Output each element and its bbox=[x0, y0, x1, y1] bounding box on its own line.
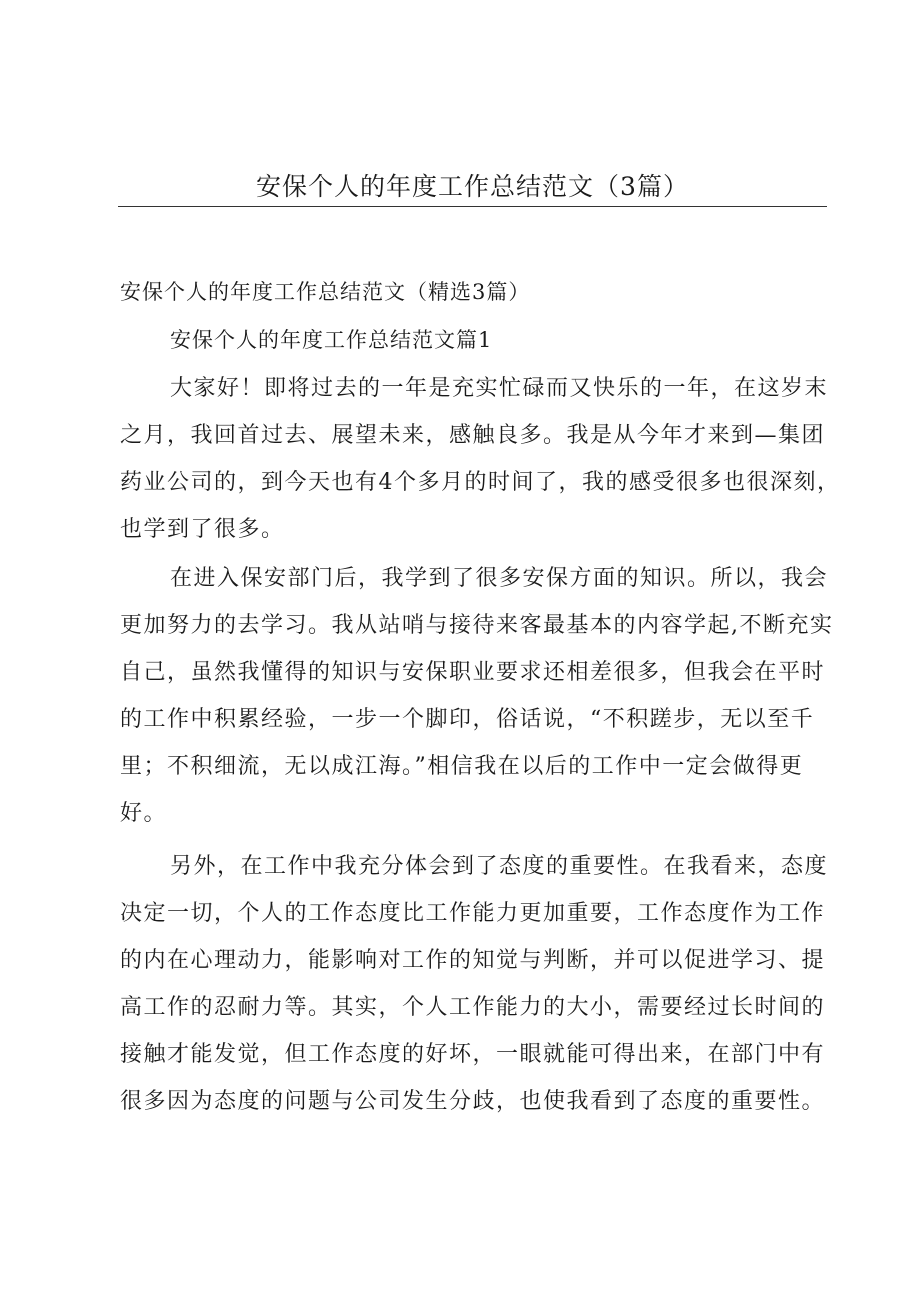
paragraph-line: 更加努力的去学习。我从站哨与接待来客最基本的内容学起,不断充实 bbox=[120, 613, 834, 638]
paragraph-line: 好。 bbox=[120, 801, 168, 826]
title-underline bbox=[118, 206, 827, 207]
paragraph-line: 很多因为态度的问题与公司发生分歧，也使我看到了态度的重要性。 bbox=[120, 1089, 826, 1114]
section-heading: 安保个人的年度工作总结范文篇1 bbox=[170, 328, 493, 352]
paragraph-2 bbox=[120, 555, 834, 837]
paragraph-line: 大家好！即将过去的一年是充实忙碌而又快乐的一年，在这岁末 bbox=[170, 376, 829, 401]
paragraph-line: 高工作的忍耐力等。其实，个人工作能力的大小，需要经过长时间的 bbox=[120, 995, 826, 1020]
paragraph-line: 里；不积细流，无以成江海。”相信我在以后的工作中一定会做得更 bbox=[120, 754, 804, 779]
document-subtitle: 安保个人的年度工作总结范文（精选3篇） bbox=[120, 280, 531, 304]
paragraph-line: 自己，虽然我懂得的知识与安保职业要求还相差很多，但我会在平时 bbox=[120, 660, 826, 685]
paragraph-line: 另外，在工作中我充分体会到了态度的重要性。在我看来，态度 bbox=[170, 854, 829, 879]
paragraph-line: 药业公司的，到今天也有4个多月的时间了，我的感受很多也很深刻， bbox=[120, 470, 841, 495]
paragraph-line: 也学到了很多。 bbox=[120, 517, 285, 542]
paragraph-3 bbox=[120, 843, 829, 1125]
paragraph-line: 的工作中积累经验，一步一个脚印，俗话说，“不积蹉步，无以至千 bbox=[120, 707, 815, 732]
paragraph-1 bbox=[120, 365, 841, 553]
paragraph-line: 在进入保安部门后，我学到了很多安保方面的知识。所以，我会 bbox=[170, 566, 829, 591]
paragraph-line: 之月，我回首过去、展望未来，感触良多。我是从今年才来到—集团 bbox=[120, 423, 826, 448]
paragraph-line: 接触才能发觉，但工作态度的好坏，一眼就能可得出来，在部门中有 bbox=[120, 1042, 826, 1067]
document-title: 安保个人的年度工作总结范文（3篇） bbox=[256, 172, 689, 201]
paragraph-line: 的内在心理动力，能影响对工作的知觉与判断，并可以促进学习、提 bbox=[120, 948, 826, 973]
paragraph-line: 决定一切，个人的工作态度比工作能力更加重要，工作态度作为工作 bbox=[120, 901, 826, 926]
